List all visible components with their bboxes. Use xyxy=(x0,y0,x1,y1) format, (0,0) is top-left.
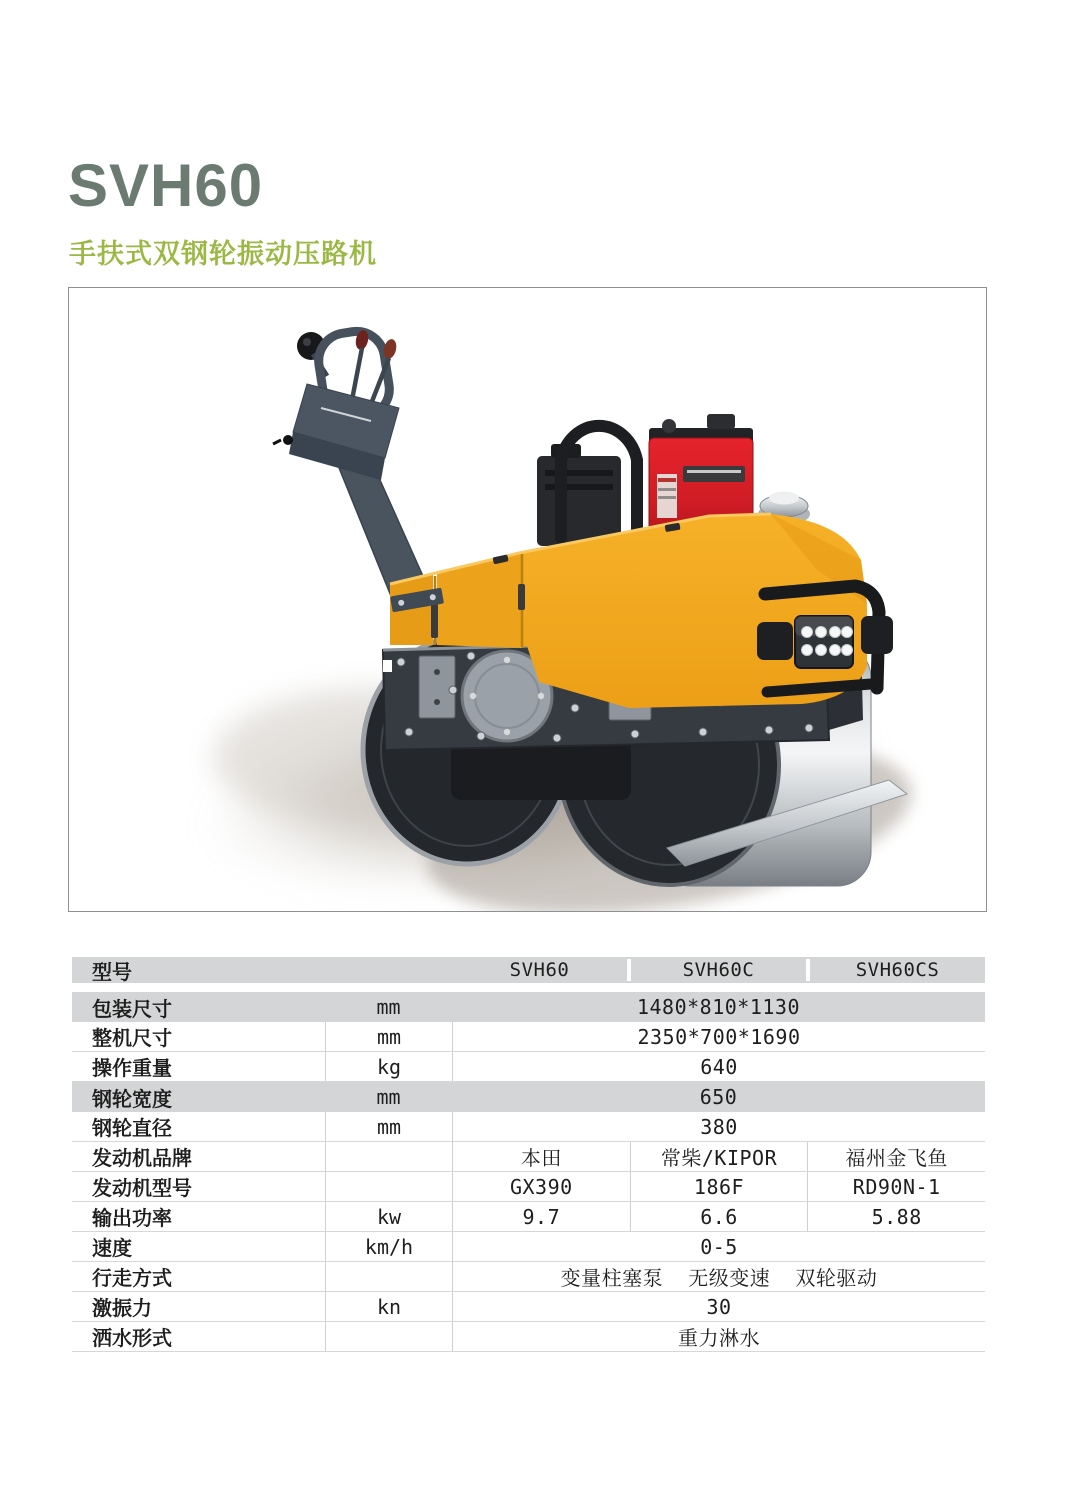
model-column-svh60: SVH60 xyxy=(509,959,570,981)
spec-row-drum-diameter xyxy=(72,1112,985,1142)
spec-value: 本田 xyxy=(452,1142,630,1171)
spec-value: 重力淋水 xyxy=(452,1322,985,1351)
rubber-buffer-left xyxy=(757,622,793,660)
spec-unit: kg xyxy=(325,1052,452,1081)
spec-unit xyxy=(325,1322,452,1351)
spec-unit: mm xyxy=(376,995,401,1019)
spec-row-overall-size xyxy=(72,1022,985,1052)
spec-unit: mm xyxy=(325,1112,452,1141)
spec-unit: km/h xyxy=(325,1232,452,1261)
spec-table xyxy=(72,957,985,1352)
spec-label: 钢轮直径 xyxy=(92,1118,172,1140)
model-column-svh60c: SVH60C xyxy=(627,959,806,981)
spec-label: 操作重量 xyxy=(92,1058,172,1080)
spec-unit: mm xyxy=(325,1022,452,1051)
spec-label: 洒水形式 xyxy=(92,1328,172,1350)
spec-row-drive-mode xyxy=(72,1262,985,1292)
product-image-panel xyxy=(68,287,987,912)
page-subtitle: 手扶式双钢轮振动压路机 xyxy=(69,239,377,269)
spec-value: 640 xyxy=(452,1052,985,1081)
spec-label: 输出功率 xyxy=(92,1208,172,1230)
spec-value: 常柴/KIPOR xyxy=(630,1142,808,1171)
spec-value: 0-5 xyxy=(452,1232,985,1261)
handle-column xyxy=(273,327,431,606)
spec-value: 30 xyxy=(452,1292,985,1321)
spec-row-drum-width xyxy=(72,1082,985,1112)
spec-unit xyxy=(325,1142,452,1171)
spec-label: 整机尺寸 xyxy=(92,1028,172,1050)
spec-label: 钢轮宽度 xyxy=(92,1088,172,1111)
spec-row-speed xyxy=(72,1232,985,1262)
spec-row-engine-model xyxy=(72,1172,985,1202)
model-column-svh60cs: SVH60CS xyxy=(806,959,985,981)
spec-value: GX390 xyxy=(452,1172,630,1201)
led-work-light xyxy=(795,616,853,668)
spec-row-exciting-force xyxy=(72,1292,985,1322)
spec-unit xyxy=(325,1262,452,1291)
spec-unit: mm xyxy=(376,1085,401,1109)
spec-row-packing-size xyxy=(72,992,985,1022)
spec-value: 380 xyxy=(452,1112,985,1141)
spec-label: 包装尺寸 xyxy=(92,998,172,1021)
spec-row-operating-weight xyxy=(72,1052,985,1082)
header-label: 型号 xyxy=(92,961,132,984)
spec-row-watering-type xyxy=(72,1322,985,1352)
page-title: SVH60 xyxy=(68,152,264,219)
air-filter-box xyxy=(537,456,621,546)
spec-value: 186F xyxy=(630,1172,808,1201)
spec-value: 9.7 xyxy=(452,1202,630,1231)
product-illustration xyxy=(69,288,986,911)
spec-table-header xyxy=(72,957,985,983)
spec-unit: kn xyxy=(325,1292,452,1321)
spec-unit xyxy=(325,1172,452,1201)
spec-row-output-power xyxy=(72,1202,985,1232)
spec-label: 激振力 xyxy=(92,1298,152,1320)
spec-value: 650 xyxy=(699,1085,738,1109)
spec-label: 速度 xyxy=(92,1238,132,1260)
spec-label: 发动机品牌 xyxy=(92,1148,192,1170)
spec-value: 福州金飞鱼 xyxy=(807,1142,985,1171)
spec-value: RD90N-1 xyxy=(807,1172,985,1201)
rubber-buffer-right xyxy=(861,616,893,654)
spec-unit: kw xyxy=(325,1202,452,1231)
spec-value: 5.88 xyxy=(807,1202,985,1231)
spec-value: 2350*700*1690 xyxy=(452,1022,985,1051)
spec-value: 6.6 xyxy=(630,1202,808,1231)
spec-value: 1480*810*1130 xyxy=(636,995,801,1019)
spec-row-engine-brand xyxy=(72,1142,985,1172)
spec-label: 发动机型号 xyxy=(92,1178,192,1200)
spec-value: 变量柱塞泵 无级变速 双轮驱动 xyxy=(452,1262,985,1291)
spec-label: 行走方式 xyxy=(92,1268,172,1290)
